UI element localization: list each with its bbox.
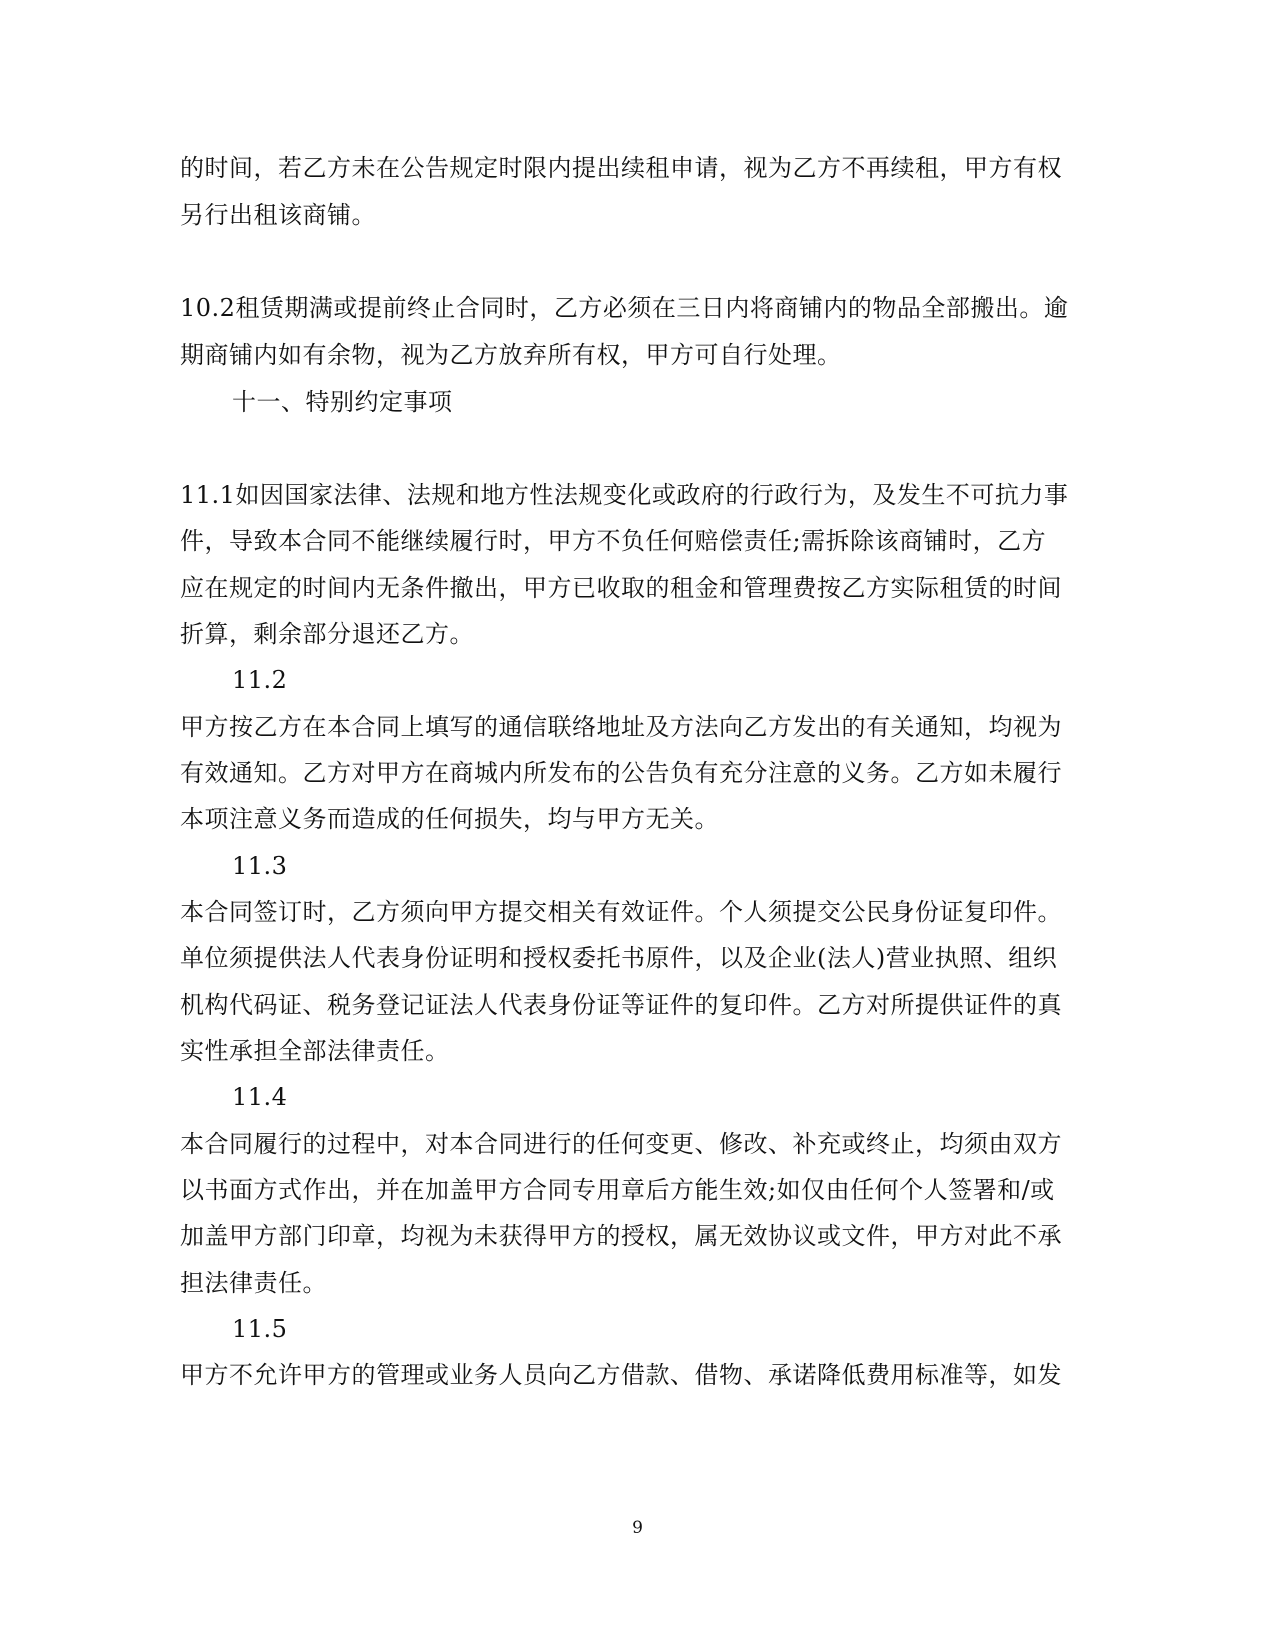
text-line: 本合同签订时，乙方须向甲方提交相关有效证件。个人须提交公民身份证复印件。 — [180, 898, 1062, 926]
text-line: 甲方不允许甲方的管理或业务人员向乙方借款、借物、承诺降低费用标准等，如发 — [180, 1361, 1062, 1389]
text-line: 折算，剩余部分退还乙方。 — [180, 620, 474, 648]
text-line: 甲方按乙方在本合同上填写的通信联络地址及方法向乙方发出的有关通知，均视为 — [180, 713, 1062, 741]
text-line: 机构代码证、税务登记证法人代表身份证等证件的复印件。乙方对所提供证件的真 — [180, 991, 1062, 1019]
section-heading: 十一、特别约定事项 — [232, 388, 453, 416]
text-line: 单位须提供法人代表身份证明和授权委托书原件，以及企业(法人)营业执照、组织 — [180, 944, 1058, 972]
clause-number: 11.3 — [232, 852, 288, 880]
text-line: 以书面方式作出，并在加盖甲方合同专用章后方能生效;如仅由任何个人签署和/或 — [180, 1176, 1055, 1204]
clause-number: 11.2 — [232, 666, 288, 694]
clause-number: 11.4 — [232, 1083, 288, 1111]
text-line: 实性承担全部法律责任。 — [180, 1037, 450, 1065]
text-line: 10.2租赁期满或提前终止合同时，乙方必须在三日内将商铺内的物品全部搬出。逾 — [180, 294, 1069, 322]
text-line: 应在规定的时间内无条件撤出，甲方已收取的租金和管理费按乙方实际租赁的时间 — [180, 574, 1062, 602]
page-number: 9 — [632, 1518, 643, 1538]
text-line: 另行出租该商铺。 — [180, 201, 376, 229]
text-line: 件，导致本合同不能继续履行时，甲方不负任何赔偿责任;需拆除该商铺时，乙方 — [180, 527, 1047, 555]
text-line: 11.1如因国家法律、法规和地方性法规变化或政府的行政行为，及发生不可抗力事 — [180, 481, 1069, 509]
text-line: 的时间，若乙方未在公告规定时限内提出续租申请，视为乙方不再续租，甲方有权 — [180, 154, 1062, 182]
clause-number: 11.5 — [232, 1315, 288, 1343]
text-line: 期商铺内如有余物，视为乙方放弃所有权，甲方可自行处理。 — [180, 341, 842, 369]
text-line: 本合同履行的过程中，对本合同进行的任何变更、修改、补充或终止，均须由双方 — [180, 1130, 1062, 1158]
text-line: 加盖甲方部门印章，均视为未获得甲方的授权，属无效协议或文件，甲方对此不承 — [180, 1222, 1062, 1250]
text-line: 担法律责任。 — [180, 1269, 327, 1297]
text-line: 本项注意义务而造成的任何损失，均与甲方无关。 — [180, 805, 719, 833]
text-line: 有效通知。乙方对甲方在商城内所发布的公告负有充分注意的义务。乙方如未履行 — [180, 759, 1062, 787]
